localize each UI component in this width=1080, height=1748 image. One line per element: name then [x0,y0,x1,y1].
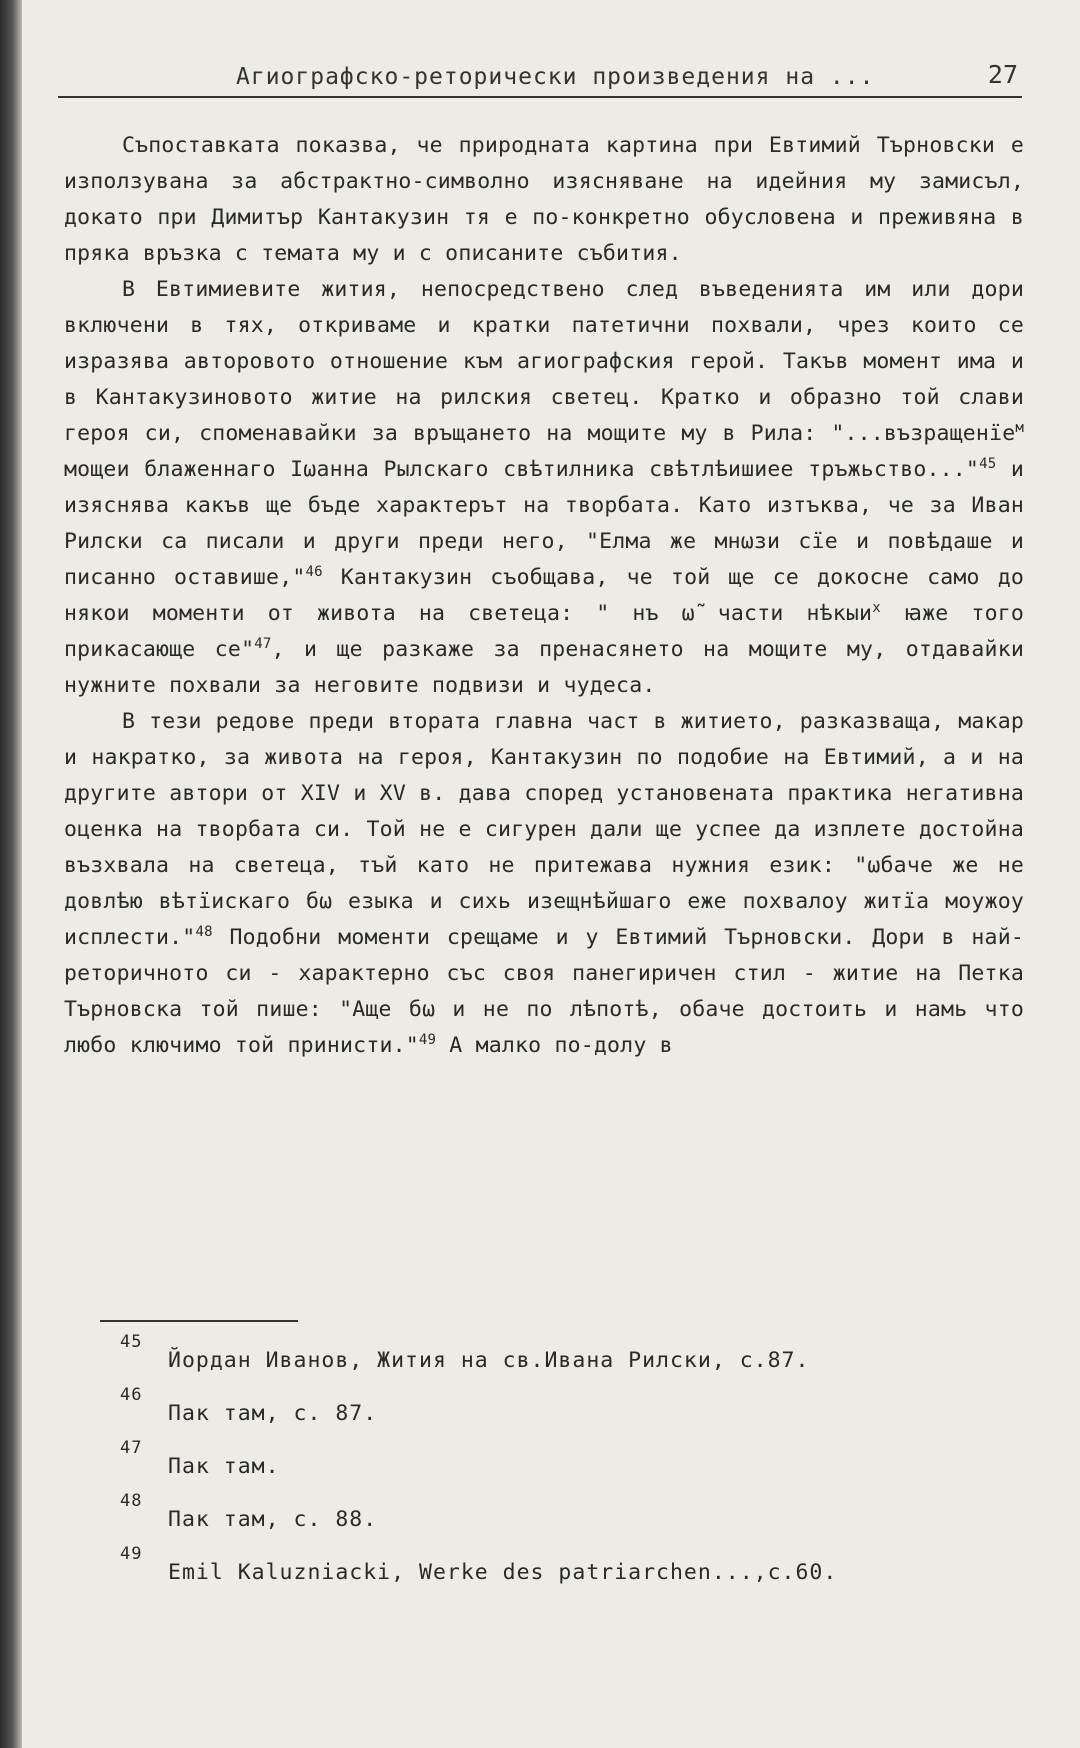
footnote-reference: 46 [305,564,323,580]
footnote-number: 46 [120,1385,143,1405]
body-text [64,128,1024,1064]
footnote-text: Emil Kaluzniacki, Werke des patriarchen...,с.60. [168,1560,838,1585]
running-head-title: Агиографско-реторически произведения на ... [236,64,875,90]
paragraph-text: А малко по-долу в [436,1033,673,1058]
footnote-number: 49 [120,1544,143,1564]
footnote-reference: м [1015,420,1024,436]
footnote-number: 48 [120,1491,143,1511]
footnote-reference: 45 [979,456,997,472]
footnote-number: 47 [120,1438,143,1458]
footnote-reference: 48 [195,924,213,940]
footnote-text: Пак там. [168,1454,280,1479]
paragraph-text: мощеи блаженнаго Iωанна Рылскаго свѣтилника свѣтлѣишиее тръжьство..." [64,457,980,482]
footnotes [120,1332,1020,1597]
footnote [120,1544,1020,1597]
paragraph-text: Подобни моменти срещаме и у Евтимий Търновски. Дори в най-реторичното си - характерно със своя панегиричен стил - житие на Петка Търновска той пише: "Аще бω и не по лѣпотѣ, обаче достоить и намь что любо ключимо той принисти." [64,925,1024,1058]
book-page [22,0,1080,1748]
paragraph [64,704,1024,1064]
footnote-text: Пак там, с. 87. [168,1401,378,1426]
footnote [120,1491,1020,1544]
footnote-text: Йордан Иванов, Жития на св.Ивана Рилски, с.87. [168,1348,810,1373]
footnote [120,1385,1020,1438]
running-head [58,56,1022,98]
paragraph-text: В тези редове преди втората главна част в житието, разказваща, макар и накратко, за живота на героя, Кантакузин по подобие на Евтимий, а и на другите автори от XIV и XV в. дава според установената практика негативна оценка на творбата си. Той не е сигурен дали ще успее да изплете достойна възхвала на светеца, тъй като не притежава нужния език: "ωбаче же не довлѣю вѣтїискаго бω езыка и сихь изещнѣйшаго еже похвалоу житїа моужоу исплести." [64,709,1024,950]
footnote [120,1332,1020,1385]
footnote-number: 45 [120,1332,143,1352]
paragraph-text: Съпоставката показва, че природната картина при Евтимий Търновски е използувана за абстрактно-символно изясняване на идейния му замисъл, докато при Димитър Кантакузин тя е по-конкретно обусловена и преживяна в пряка връзка с темата му и с описаните събития. [64,133,1024,266]
page-binding-edge [0,0,22,1748]
paragraph [64,272,1024,704]
paragraph-text: и изяснява какъв ще бъде характерът на творбата. Като изтъква, че за Иван Рилски са писали и други преди него, "Елма же мнωзи сїе и повѣдаше и писанно оставише," [64,457,1024,590]
footnote-reference: 49 [418,1032,437,1048]
paragraph-text: ꙗже того прикасающе се" [64,601,1024,662]
paragraph-text: , и ще разкаже за пренасянето на мощите му, отдавайки нужните похвали за неговите подвизи и чудеса. [64,637,1024,698]
paragraph [64,128,1024,272]
footnote-reference: х [872,600,881,616]
paragraph-text: В Евтимиевите жития, непосредствено след въведенията им или дори включени в тях, откриваме и кратки патетични похвали, чрез които се изразява авторовото отношение към агиографския герой. Такъв момент има и в Кантакузиновото житие на рилския светец. Кратко и образно той слави героя си, споменавайки за връщането на мощите му в Рила: "...възращенїе [64,277,1024,446]
page-number: 27 [987,60,1018,89]
footnote-reference: 47 [254,636,272,652]
footnote-text: Пак там, с. 88. [168,1507,378,1532]
paragraph-text: Кантакузин съобщава, че той ще се докосне само до някои моменти от живота на светеца: " нъ ω̃ части нѣкыи [64,565,1024,626]
footnote [120,1438,1020,1491]
footnote-separator [100,1320,298,1322]
